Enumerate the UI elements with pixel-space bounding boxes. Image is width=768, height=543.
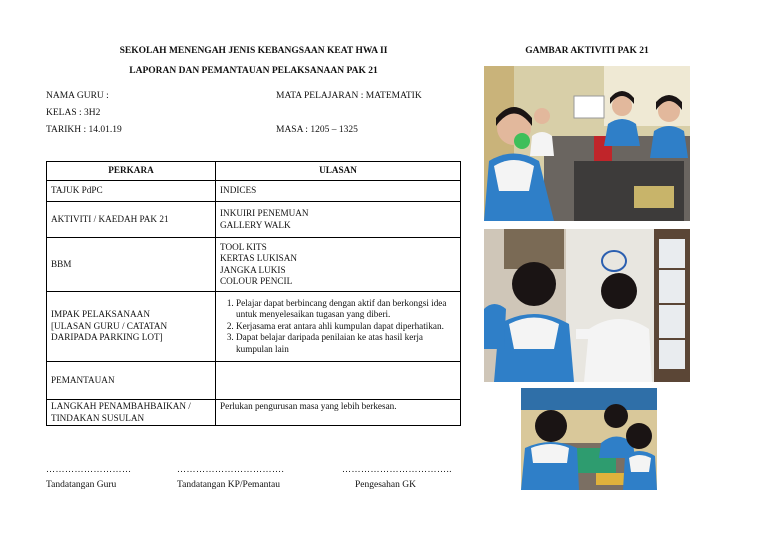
row-value: KERTAS LUKISAN <box>220 253 298 263</box>
table-row <box>47 292 461 362</box>
row-label: BBM <box>47 238 216 292</box>
row-value: TOOL KITS <box>220 241 267 252</box>
row-value: GALLERY WALK <box>220 219 291 230</box>
table-row <box>47 202 461 238</box>
gallery-title: GAMBAR AKTIVITI PAK 21 <box>525 46 649 56</box>
header-perkara: PERKARA <box>47 162 216 181</box>
signature-gk-label: Pengesahan GK <box>355 480 416 490</box>
row-value: JANGKA LUKIS <box>220 264 286 275</box>
row-value: INDICES <box>220 185 257 196</box>
row-label: PEMANTAUAN <box>47 362 216 400</box>
kelas-label: KELAS : 3H2 <box>46 108 101 118</box>
table-row <box>47 362 461 400</box>
signature-line-guru: ……………………… <box>46 464 132 474</box>
row-value: INKUIRI PENEMUAN <box>220 208 309 218</box>
table-row <box>47 181 461 202</box>
activity-photo-2 <box>484 229 690 382</box>
list-item: 1. Pelajar dapat berbincang dengan aktif dan berkongsi idea untuk menyelesaikan tugasan yang diberi. <box>236 298 456 321</box>
row-label: TINDAKAN SUSULAN <box>51 412 145 423</box>
school-title: SEKOLAH MENENGAH JENIS KEBANGSAAN KEAT HWA II <box>119 46 388 56</box>
signature-kp-label: Tandatangan KP/Pemantau <box>177 480 281 490</box>
signature-guru-label: Tandatangan Guru <box>46 480 117 490</box>
list-item: 2. Kerjasama erat antara ahli kumpulan dapat diperhatikan. <box>236 321 456 333</box>
report-title: LAPORAN DAN PEMANTAUAN PELAKSANAAN PAK 21 <box>129 66 378 76</box>
nama-guru-label: NAMA GURU : <box>46 91 109 101</box>
row-label: LANGKAH PENAMBAHBAIKAN / <box>51 401 191 411</box>
row-label: DARIPADA PARKING LOT] <box>51 332 163 343</box>
signature-line-gk: …………………………….. <box>342 464 452 474</box>
masa-label: MASA : 1205 – 1325 <box>276 125 358 135</box>
signature-line-kp: ……………………………. <box>177 464 285 474</box>
row-label: AKTIVITI / KAEDAH PAK 21 <box>47 202 216 238</box>
tarikh-label: TARIKH : 14.01.19 <box>46 125 122 135</box>
activity-photo-1 <box>484 66 690 221</box>
impact-list <box>220 298 456 356</box>
row-label: TAJUK PdPC <box>47 181 216 202</box>
row-value: COLOUR PENCIL <box>220 276 293 286</box>
row-value: Perlukan pengurusan masa yang lebih berkesan. <box>216 400 461 426</box>
row-value <box>216 362 461 400</box>
subject-label: MATA PELAJARAN : MATEMATIK <box>276 91 422 101</box>
table-row <box>47 400 461 426</box>
list-item: 3. Dapat belajar daripada penilaian ke atas hasil kerja kumpulan lain <box>236 332 456 355</box>
table-row <box>47 238 461 292</box>
activity-photo-3 <box>521 388 657 490</box>
row-label: IMPAK PELAKSANAAN <box>51 309 150 320</box>
row-label: [ULASAN GURU / CATATAN <box>51 320 168 331</box>
header-ulasan: ULASAN <box>216 162 461 181</box>
report-table <box>46 161 461 426</box>
